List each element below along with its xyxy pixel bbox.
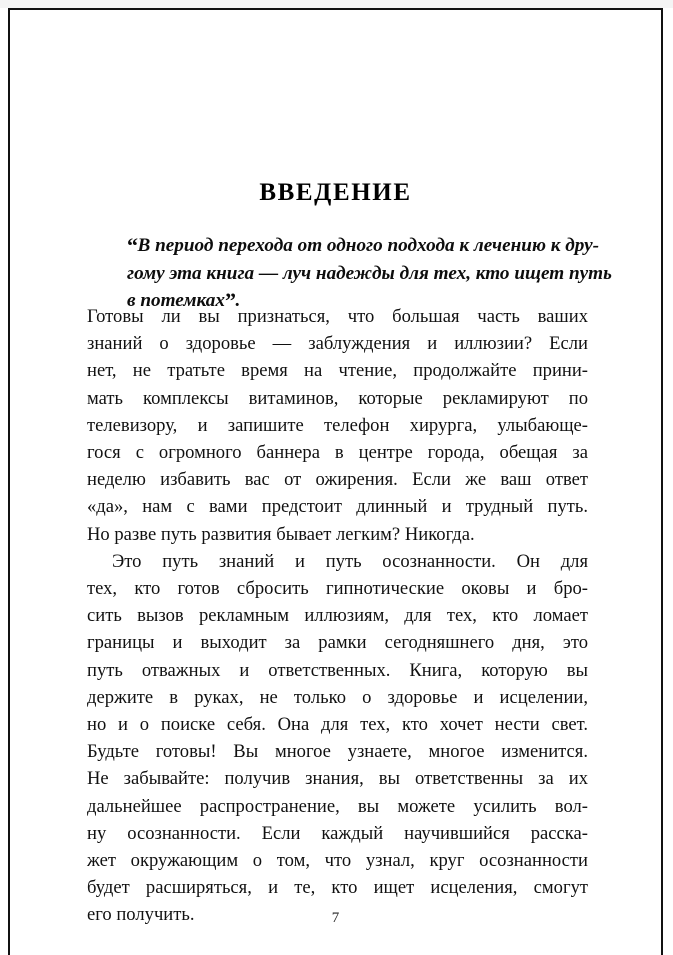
text-line: гося с огромного баннера в центре города, обещая за <box>87 442 588 464</box>
text-line: Не забывайте: получив знания, вы ответственны за их <box>87 768 588 790</box>
page-content <box>10 10 661 955</box>
text-line: телевизору, и запишите телефон хирурга, улыбающе- <box>87 414 588 436</box>
text-line: держите в руках, не только о здоровье и исцелении, <box>87 686 588 708</box>
page-top-strip <box>0 0 673 8</box>
text-line: но и о поиске себя. Она для тех, кто хочет нести свет. <box>87 714 588 736</box>
open-quote-mark: “ <box>127 233 138 259</box>
text-line: дальнейшее распространение, вы можете усилить вол- <box>87 795 588 817</box>
body-text <box>87 303 588 929</box>
text-line: нет, не тратьте время на чтение, продолжайте прини- <box>87 360 588 382</box>
text-line: мать комплексы витаминов, которые рекламируют по <box>87 387 588 409</box>
text-line: Будьте готовы! Вы многое узнаете, многое изменится. <box>87 741 588 763</box>
text-line: ну осознанности. Если каждый научившийся расска- <box>87 822 588 844</box>
text-line: будет расширяться, и те, кто ищет исцеления, смогут <box>87 877 588 899</box>
close-quote-mark: ” <box>224 288 236 314</box>
epigraph-line <box>127 260 627 288</box>
text-line: Это путь знаний и путь осознанности. Он для <box>112 550 588 572</box>
paragraph-2 <box>87 548 588 929</box>
epigraph-line-text: гому эта книга — луч надежды для тех, кто ищет путь <box>127 262 612 284</box>
text-line: его получить. <box>87 904 195 926</box>
text-line: Но разве путь развития бывает легким? Никогда. <box>87 523 475 545</box>
text-line: тех, кто готов сбросить гипнотические оковы и бро- <box>87 578 588 600</box>
text-line: Готовы ли вы признаться, что большая часть ваших <box>87 306 588 327</box>
epigraph-line-text: В период перехода от одного подхода к лечению к дру- <box>137 235 600 257</box>
text-line: «да», нам с вами предстоит длинный и трудный путь. <box>87 496 588 518</box>
text-line: знаний о здоровье — заблуждения и иллюзии? Если <box>87 333 588 355</box>
epigraph-line <box>127 232 627 260</box>
text-line: путь отважных и ответственных. Книга, которую вы <box>87 659 588 681</box>
epigraph-line-text: в потемках <box>127 290 225 312</box>
text-line: жет окружающим о том, что узнал, круг осознанности <box>87 850 588 872</box>
text-line: сить вызов рекламным иллюзиям, для тех, кто ломает <box>87 605 588 627</box>
page-title: ВВЕДЕНИЕ <box>259 178 412 206</box>
page-number: 7 <box>331 910 340 926</box>
epigraph-period: . <box>235 290 241 312</box>
book-page <box>8 8 663 955</box>
paragraph-1 <box>87 303 588 548</box>
text-line: неделю избавить вас от ожирения. Если же ваш ответ <box>87 469 588 491</box>
text-line: границы и выходит за рамки сегодняшнего дня, это <box>87 632 588 654</box>
